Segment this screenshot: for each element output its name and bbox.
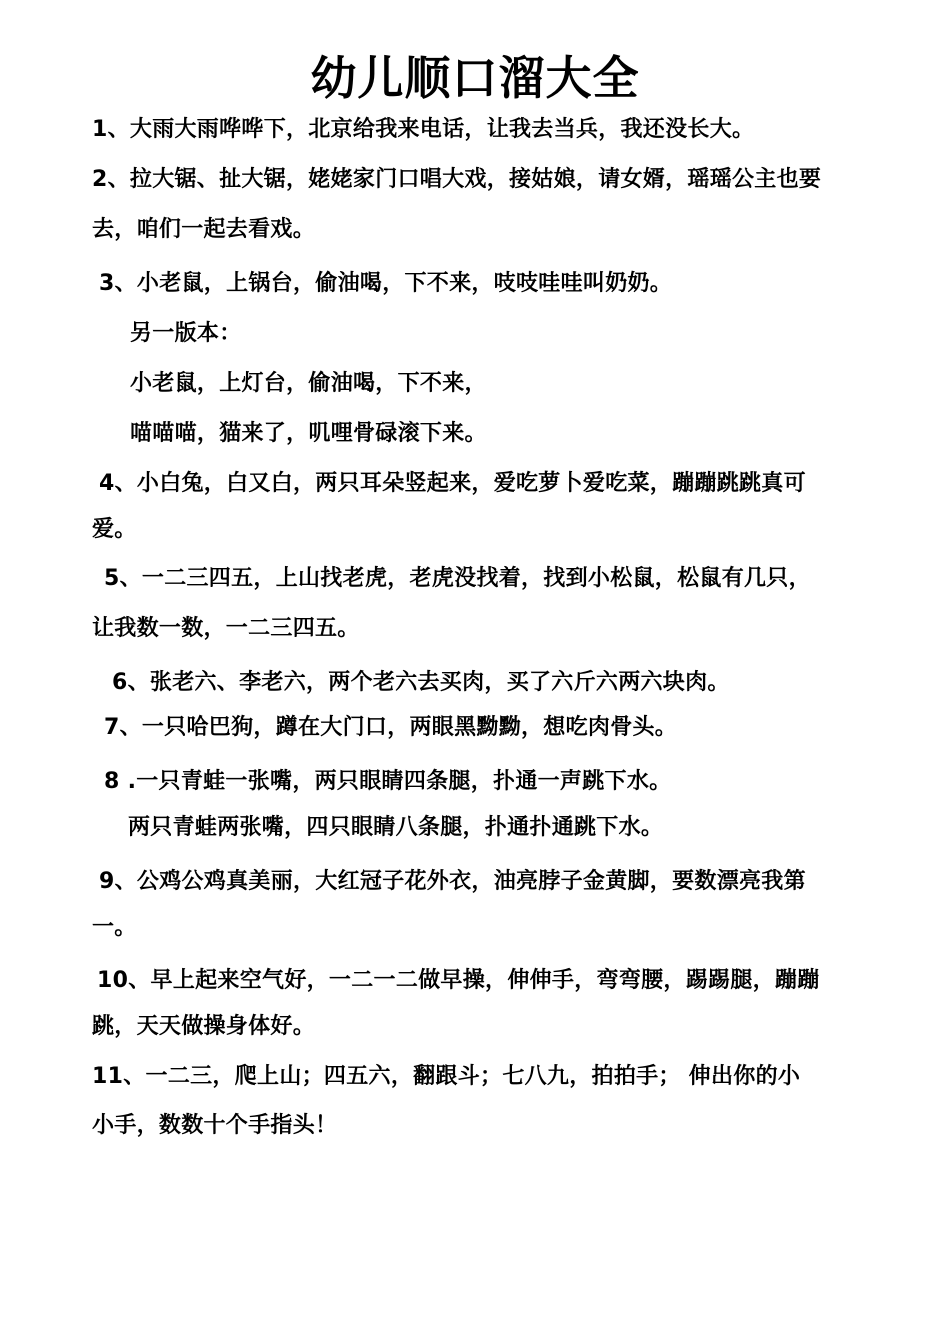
rhyme-5-line-2: 让我数一数，一二三四五。 — [92, 616, 360, 641]
rhyme-6-line-1: 6、张老六、李老六，两个老六去买肉，买了六斤六两六块肉。 — [112, 670, 730, 695]
rhyme-5-line-1: 5、一二三四五，上山找老虎，老虎没找着，找到小松鼠，松鼠有几只， — [104, 566, 811, 591]
rhyme-4-line-1: 4、小白兔，白又白，两只耳朵竖起来，爱吃萝卜爱吃菜，蹦蹦跳跳真可 — [99, 471, 806, 496]
rhyme-3-version-label: 另一版本： — [130, 321, 242, 346]
rhyme-3-version-line-2: 喵喵喵，猫来了，叽哩骨碌滚下来。 — [130, 421, 487, 446]
rhyme-8-line-1: 8 .一只青蛙一张嘴，两只眼睛四条腿，扑通一声跳下水。 — [104, 769, 672, 794]
rhyme-7-line-1: 7、一只哈巴狗，蹲在大门口，两眼黑黝黝，想吃肉骨头。 — [104, 715, 678, 740]
rhyme-11-line-2: 小手，数数十个手指头！ — [92, 1113, 338, 1138]
rhyme-8-line-2: 两只青蛙两张嘴，四只眼睛八条腿，扑通扑通跳下水。 — [128, 815, 664, 840]
rhyme-2-line-1: 2、拉大锯、扯大锯，姥姥家门口唱大戏，接姑娘，请女婿，瑶瑶公主也要 — [92, 167, 822, 192]
rhyme-1-line-1: 1、大雨大雨哗哗下，北京给我来电话，让我去当兵，我还没长大。 — [92, 117, 755, 142]
rhyme-9-line-2: 一。 — [92, 915, 137, 940]
rhyme-4-line-2: 爱。 — [92, 517, 137, 542]
rhyme-10-line-2: 跳，天天做操身体好。 — [92, 1014, 316, 1039]
rhyme-9-line-1: 9、公鸡公鸡真美丽，大红冠子花外衣，油亮脖子金黄脚，要数漂亮我第 — [99, 869, 806, 894]
rhyme-10-line-1: 10、早上起来空气好，一二一二做早操，伸伸手，弯弯腰，踢踢腿，蹦蹦 — [97, 968, 820, 993]
rhyme-11-line-1: 11、一二三，爬上山；四五六，翻跟斗；七八九，拍拍手； 伸出你的小 — [92, 1064, 801, 1089]
document-title: 幼儿顺口溜大全 — [310, 51, 640, 105]
rhyme-2-line-2: 去，咱们一起去看戏。 — [92, 217, 316, 242]
rhyme-3-version-line-1: 小老鼠，上灯台，偷油喝，下不来， — [130, 371, 487, 396]
rhyme-3-line-1: 3、小老鼠，上锅台，偷油喝，下不来，吱吱哇哇叫奶奶。 — [99, 271, 673, 296]
